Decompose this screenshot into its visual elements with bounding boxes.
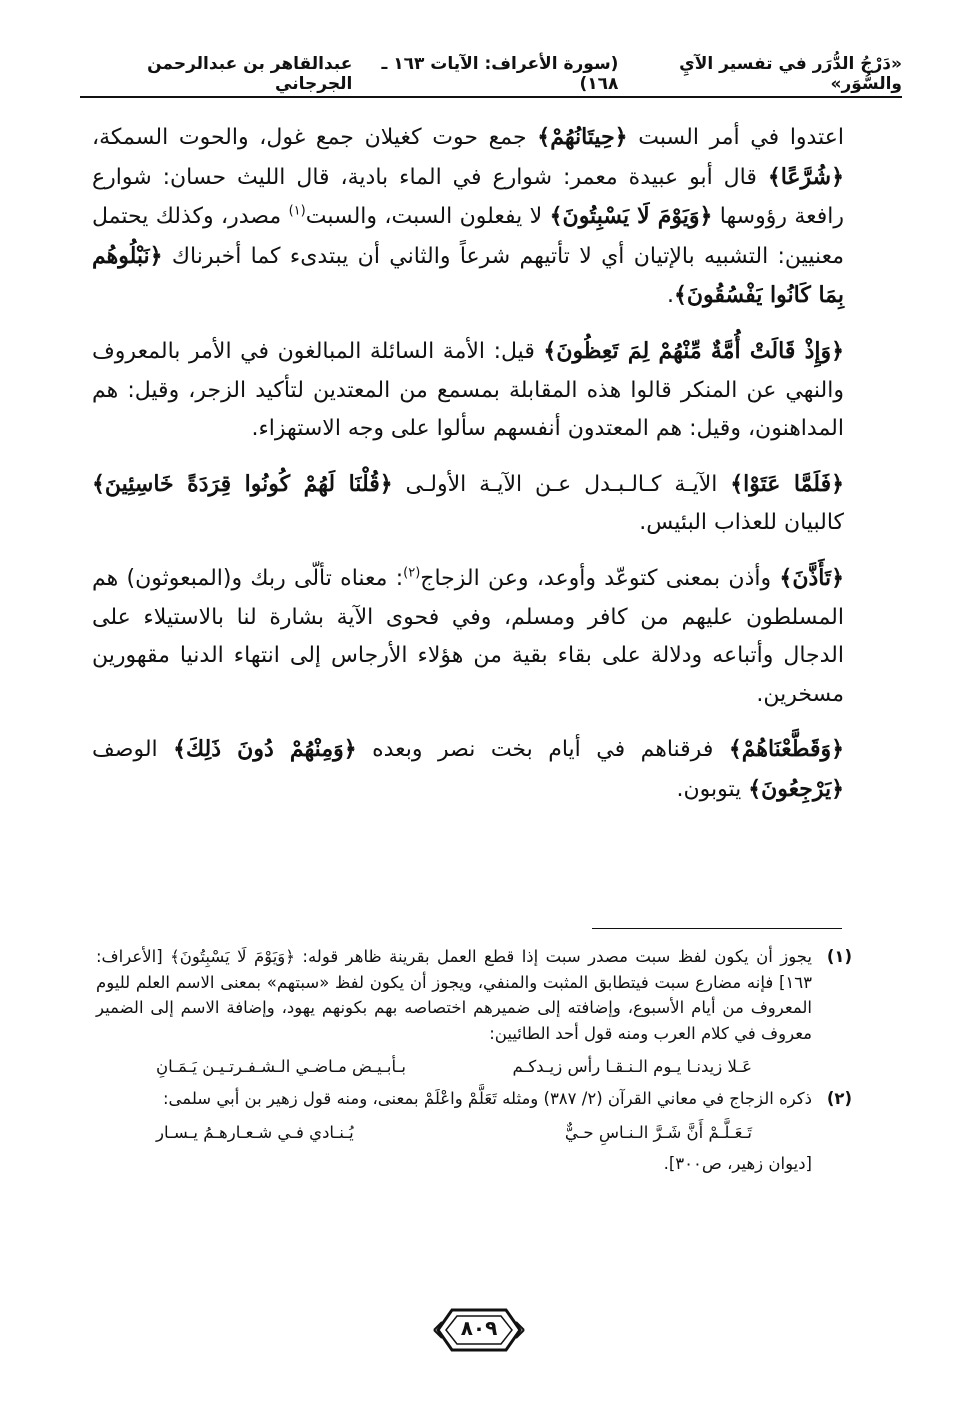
page-number-ornament	[432, 1302, 526, 1358]
footnote-text: ذكره الزجاج في معاني القرآن (٢/ ٣٨٧) ومثله تَعَلَّمْ واعْلَمْ بمعنى، ومنه قول زهير بن أبي سلمى:	[162, 1088, 812, 1108]
quran-quote: ﴿نَبْلُوهُم بِمَا كَانُوا يَفْسُقُونَ﴾	[92, 242, 844, 309]
body-paragraph	[92, 465, 844, 543]
body-text: فرقناهم في أيام بخت نصر وبعده	[356, 737, 729, 763]
header-divider	[80, 96, 902, 98]
body-text: كالبيان للعذاب البئيس.	[639, 510, 844, 536]
footnote-body	[96, 1086, 812, 1177]
running-header	[80, 54, 902, 94]
body-text: قال أبو عبيدة معمر: شوارع في الماء بادية، قال الليث حسان: شوارع رافعة رؤوسها	[92, 164, 845, 230]
verse-second-hemistich: بـأبـيـض مـاضـي الـشـفـرتـيـن يَـمَـانِ	[156, 1057, 406, 1077]
poetry-verse	[96, 1046, 812, 1084]
footnote-2	[96, 1086, 852, 1177]
main-text	[92, 118, 844, 826]
quran-quote: ﴿وَمِنْهُمْ دُونَ ذَلِكَ﴾	[173, 736, 357, 763]
quran-quote: ﴿حِيتَانُهُمْ﴾	[537, 124, 628, 150]
footnote-text: يجوز أن يكون لفظ سبت مصدر سبت إذا قطع العمل بقرينة ظاهر قوله: ﴿وَيَوْمَ لَا يَسْبِتُونَ﴾ [الأعراف: ١٦٣] فإنه مضارع سبت فيتطابق المثبت والمنفي، ويجوز أن يكون لفظ «سبتهم» بمعنى الاسم العلم لليوم المعروف من أيام الأسبوع، وإضافته إلى ضميرهم اختصاصه بهم بكونهم يهود، وإضافة الاسم إلى الضمير معروف في كلام العرب ومنه قول أحد الطائيين:	[96, 947, 812, 1043]
footnote-reference: (٢)	[403, 565, 421, 581]
body-text: اعتدوا في أمر السبت	[627, 125, 844, 150]
body-paragraph	[92, 559, 844, 714]
quran-quote: ﴿قُلْنَا لَهُمْ كُونُوا قِرَدَةً خَاسِئِينَ﴾	[92, 470, 393, 497]
footnote-body	[96, 944, 812, 1084]
book-title: «دَرْجُ الدُّرَر في تفسير الآيِ والسُّوَر»	[679, 54, 902, 94]
body-text: جمع حوت كغيلان جمع غول، والحوت السمكة،	[92, 125, 538, 150]
quran-quote: ﴿تَأَذَّنَ﴾	[779, 564, 844, 591]
body-paragraph	[92, 730, 844, 809]
footnote-divider	[592, 928, 842, 929]
verse-first-hemistich: عَـلا زيدنـا يـوم الـنـقـا رأس زيـدكـم	[512, 1057, 752, 1077]
body-text: الآيـة كـالـبـدل عـن الآيـة الأولـى	[392, 471, 731, 497]
body-text: قيل: الأمة السائلة المبالغون في الأمر بالمعروف والنهي عن المنكر قالوا هذه المقابلة بمسمع من المعتدين لتأكيد الزجر، وقيل: هم المداهنون، وقيل: هم المعتدون أنفسهم سألوا على وجه الاستهزاء.	[92, 338, 844, 442]
quran-quote: ﴿فَلَمَّا عَتَوْا﴾	[730, 470, 844, 497]
footnote-reference: (١)	[288, 203, 306, 219]
verse-second-hemistich: يُـنـادي فـي شـعـارهـمُ يـسـار	[156, 1122, 354, 1142]
page-number: ٨٠٩	[460, 1316, 498, 1340]
section-title: (سورة الأعراف: الآيات ١٦٣ ـ ١٦٨)	[381, 54, 619, 94]
body-paragraph	[92, 332, 844, 449]
footnote-1	[96, 944, 852, 1084]
body-text: .	[666, 283, 674, 309]
author-name: عبدالقاهر بن عبدالرحمن الجرجاني	[147, 54, 353, 94]
body-text: وأذن بمعنى كتوعّد وأوعد، وعن الزجاج	[420, 565, 780, 591]
footnote-number: (٢)	[826, 1088, 852, 1108]
footnote-number: (١)	[826, 947, 852, 966]
footnote-source: [ديوان زهير، ص٣٠٠].	[663, 1154, 812, 1174]
quran-quote: ﴿وَإِذْ قَالَتْ أُمَّةٌ مِّنْهُمْ لِمَ تَعِظُونَ﴾	[543, 337, 845, 364]
quran-quote: ﴿وَقَطَّعْنَاهُمْ﴾	[728, 736, 844, 763]
body-text: مصدر، وكذلك يحتمل معنيين: التشبيه بالإتيان أي لا تأتيهم شرعاً والثاني أن يبتدىء كما أخبرناك	[92, 204, 844, 269]
body-text: لا يفعلون السبت، والسبت	[305, 204, 550, 230]
poetry-verse	[96, 1112, 812, 1150]
quran-quote: ﴿وَيَوْمَ لَا يَسْبِتُونَ﴾	[549, 203, 713, 230]
body-text: يتوبون.	[676, 776, 749, 802]
verse-first-hemistich: تَـعَـلَّـمْ أَنَّ شَـرَّ الـنـاسِ حـيٌّ	[564, 1122, 752, 1142]
body-paragraph	[92, 118, 844, 316]
body-text: : معناه تألّى ربك و(المبعوثون) هم المسلطون عليهم من كافر ومسلم، وفي فحوى الآية بشارة لنا بالاستيلاء على الدجال وأتباعه ودلالة على بقاء بقية من هؤلاء الأرجاس إلى انتهاء الدنيا مقهورين مسخرين.	[92, 565, 844, 707]
body-text: الوصف	[92, 737, 174, 763]
footnotes	[96, 944, 852, 1179]
quran-quote: ﴿يَرْجِعُونَ﴾	[748, 775, 844, 802]
quran-quote: ﴿شُرَّعًا﴾	[767, 163, 844, 190]
